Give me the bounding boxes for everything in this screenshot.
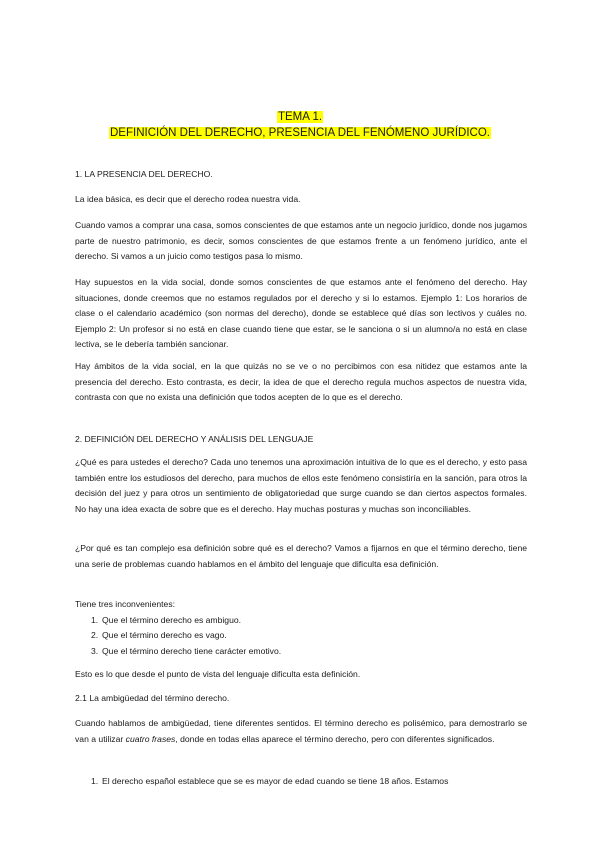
list-item: [75, 644, 527, 660]
section-2-paragraph-3: Esto es lo que desde el punto de vista del lenguaje dificulta esta definición.: [75, 669, 361, 679]
frases-list: [75, 774, 527, 790]
list-item-number: 2.: [91, 630, 99, 640]
inconvenientes-list: [75, 597, 527, 659]
list-item-number: 1.: [91, 776, 99, 786]
section-2-heading: 2. DEFINICIÓN DEL DERECHO Y ANÁLISIS DEL LENGUAJE: [75, 434, 314, 444]
list-item-text: Que el término derecho es vago.: [102, 630, 227, 640]
title-highlight-1: TEMA 1.: [277, 111, 323, 123]
section-1-paragraph-1: La idea básica, es decir que el derecho rodea nuestra vida.: [75, 194, 301, 204]
paragraph-text-end: , donde en todas ellas aparece el término derecho, pero con diferentes significados.: [175, 733, 495, 744]
section-1-paragraph-2: Cuando vamos a comprar una casa, somos conscientes de que estamos ante un negocio jurídico, donde nos jugamos parte de nuestro patrimonio, es decir, somos conscientes de que estamos frente a un fenómeno jurídico, ante el derecho. Si vamos a un juicio como testigos pasa lo mismo.: [75, 220, 527, 261]
title-line-1: [0, 109, 600, 125]
title-line-2: [0, 125, 600, 141]
section-2-paragraph-1: ¿Qué es para ustedes el derecho? Cada uno tenemos una aproximación intuitiva de lo que es el derecho, y esto pasa también entre los estudiosos del derecho, para muchos de ellos este fenómeno consistiría en la sanción, para otros la decisión del juez y para otros un sentimiento de obligatoriedad que surge cuando se dan ciertos aspectos formales. No hay una idea exacta de sobre que es el derecho. Hay muchas posturas y muchas son inconciliables.: [75, 457, 527, 514]
paragraph-text-start: Cuando hablamos de ambigüedad, tiene diferentes sentidos. El término derecho es polisémico, para demostrarlo se van a utilizar: [75, 718, 527, 744]
section-1-heading: 1. LA PRESENCIA DEL DERECHO.: [75, 169, 213, 179]
paragraph-emphasis: cuatro frases: [125, 733, 176, 744]
list-item: [75, 774, 527, 790]
section-1-paragraph-4: Hay ámbitos de la vida social, en la que quizás no se ve o no percibimos con esa nitidez que estamos ante la presencia del derecho. Esto contrasta, es decir, la idea de que el derecho regula muchos aspectos de nuestra vida, contrasta con que no exista una definición que todos acepten de lo que es el derecho.: [75, 361, 527, 402]
list-item: [75, 613, 527, 629]
section-2-1-heading: 2.1 La ambigüedad del término derecho.: [75, 693, 230, 703]
list-item-number: 3.: [91, 645, 99, 656]
title-highlight-2: DEFINICIÓN DEL DERECHO, PRESENCIA DEL FENÓMENO JURÍDICO.: [110, 127, 490, 139]
section-1-paragraph-3: Hay supuestos en la vida social, donde somos conscientes de que estamos ante el fenómeno del derecho. Hay situaciones, donde creemos que no estamos regulados por el derecho y si lo estamos. Ejemplo 1: Los horarios de clase o el calendario académico (son normas del derecho), donde se establece qué días son lectivos y cuáles no. Ejemplo 2: Un profesor si no está en clase cuando tiene que estar, se le sanciona o si un alumno/a no está en clase lectiva, se le debería también sancionar.: [75, 277, 527, 349]
section-2-1-paragraph-1: [75, 716, 527, 747]
list-item-text: Que el término derecho es ambiguo.: [102, 614, 242, 625]
list-item-text: El derecho español establece que se es mayor de edad cuando se tiene 18 años. Estamos: [102, 776, 449, 786]
list-item-number: 1.: [91, 614, 99, 625]
list-item: [75, 628, 527, 644]
section-2-paragraph-2: ¿Por qué es tan complejo esa definición sobre qué es el derecho? Vamos a fijarnos en que el término derecho, tiene una serie de problemas cuando hablamos en el ámbito del lenguaje que dificulta esa definición.: [75, 543, 527, 569]
list-item-text: Que el término derecho tiene carácter emotivo.: [102, 645, 282, 656]
list-intro: Tiene tres inconvenientes:: [75, 599, 175, 609]
